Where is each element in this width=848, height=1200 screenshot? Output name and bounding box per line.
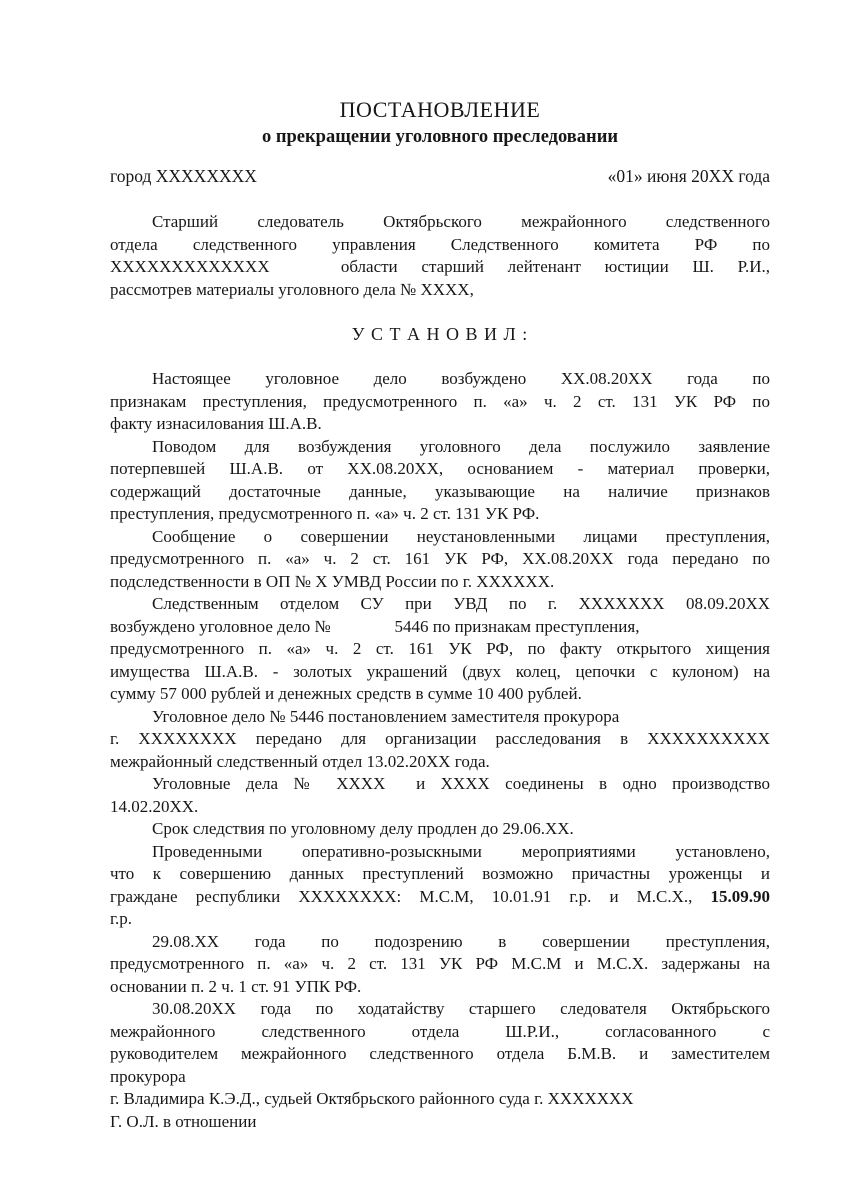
paragraph <box>110 593 770 706</box>
text-line: отдела следственного управления Следственного комитета РФ по <box>110 234 770 254</box>
text-line: Срок следствия по уголовному делу продлен до 29.06.XX. <box>152 819 574 838</box>
text-line: имущества Ш.А.В. - золотых украшений (двух колец, цепочки с кулоном) на <box>110 661 770 681</box>
text-line: сумму 57 000 рублей и денежных средств в сумме 10 400 рублей. <box>110 684 582 703</box>
paragraph <box>110 841 770 931</box>
text-line: предусмотренного п. «а» ч. 2 ст. 161 УК РФ, по факту открытого хищения <box>110 639 770 658</box>
text-line: Старший следователь Октябрьского межрайонного следственного <box>152 212 770 231</box>
text-line: 29.08.XX года по подозрению в совершении преступления, <box>152 931 770 951</box>
text-line: г. XXXXXXXX передано для организации расследования в XXXXXXXXXX <box>110 729 770 748</box>
text-line: Сообщение о совершении неустановленными лицами преступления, <box>152 526 770 546</box>
text-line: возбуждено уголовное дело № 5446 по признакам преступления, <box>110 616 640 636</box>
text-line: Уголовные дела № XXXX и XXXX соединены в одно производство <box>152 774 770 793</box>
text-line: потерпевшей Ш.А.В. от XX.08.20XX, основанием - материал проверки, <box>110 459 770 478</box>
paragraph <box>110 526 770 594</box>
text-line: г.р. <box>110 909 133 928</box>
document-subtitle: о прекращении уголовного преследовании <box>261 127 619 147</box>
place-date-row <box>110 165 770 188</box>
text-line: Настоящее уголовное дело возбуждено XX.08.20XX года по <box>152 369 770 388</box>
text-line: руководителем межрайонного следственного отдела Б.М.В. и заместителем <box>110 1044 770 1063</box>
place-text: город XXXXXXXX <box>110 166 257 186</box>
text-line: основании п. 2 ч. 1 ст. 91 УПК РФ. <box>110 976 362 996</box>
paragraph <box>110 436 770 526</box>
text-line: Г. О.Л. в отношении <box>110 1111 257 1131</box>
date-text: «01» июня 20XX года <box>607 166 770 186</box>
text-line: XXXXXXXXXXXXX области старший лейтенант юстиции Ш. Р.И., <box>110 257 770 276</box>
text-line: подследственности в ОП № X УМВД России по г. XXXXXX. <box>110 571 555 591</box>
resolution-heading: У С Т А Н О В И Л : <box>351 324 529 344</box>
text-line: граждане республики XXXXXXXX: М.С.М, 10.01.91 г.р. и М.С.Х., 15.09.90 <box>110 886 770 906</box>
text-line: межрайонного следственного отдела Ш.Р.И., согласованного с <box>110 1021 770 1041</box>
page-content <box>110 0 770 1133</box>
document-title: ПОСТАНОВЛЕНИЕ <box>339 97 541 122</box>
text-line: предусмотренного п. «а» ч. 2 ст. 161 УК РФ, XX.08.20XX года передано по <box>110 549 770 568</box>
paragraph <box>110 998 770 1133</box>
text-line: 30.08.20XX года по ходатайству старшего следователя Октябрьского <box>152 999 770 1018</box>
paragraph <box>110 773 770 818</box>
text-line: Поводом для возбуждения уголовного дела послужило заявление <box>152 436 770 456</box>
text-line: Следственным отделом СУ при УВД по г. XXXXXXX 08.09.20XX <box>152 594 770 613</box>
paragraph <box>110 931 770 999</box>
text-line: содержащий достаточные данные, указывающие на наличие признаков <box>110 481 770 501</box>
text-line: признакам преступления, предусмотренного п. «а» ч. 2 ст. 131 УК РФ по <box>110 391 770 411</box>
text-line: рассмотрев материалы уголовного дела № XXXX, <box>110 279 474 299</box>
text-line: что к совершению данных преступлений возможно причастны уроженцы и <box>110 864 770 883</box>
text-line: преступления, предусмотренного п. «а» ч. 2 ст. 131 УК РФ. <box>110 504 540 523</box>
text-line: предусмотренного п. «а» ч. 2 ст. 131 УК РФ М.С.М и М.С.Х. задержаны на <box>110 954 770 973</box>
text-line: факту изнасилования Ш.А.В. <box>110 414 322 433</box>
text-line: 14.02.20XX. <box>110 796 199 816</box>
text-line: г. Владимира К.Э.Д., судьей Октябрьского районного суда г. XXXXXXX <box>110 1089 634 1108</box>
text-line: прокурора <box>110 1066 186 1086</box>
paragraph <box>110 706 770 774</box>
text-line: Уголовное дело № 5446 постановлением заместителя прокурора <box>152 706 620 726</box>
text-line: Проведенными оперативно-розыскными мероприятиями установлено, <box>152 841 770 861</box>
text-line: межрайонный следственный отдел 13.02.20XX года. <box>110 751 490 771</box>
paragraph <box>110 818 770 841</box>
paragraph <box>110 211 770 301</box>
document-body <box>110 211 770 1133</box>
paragraph <box>110 368 770 436</box>
